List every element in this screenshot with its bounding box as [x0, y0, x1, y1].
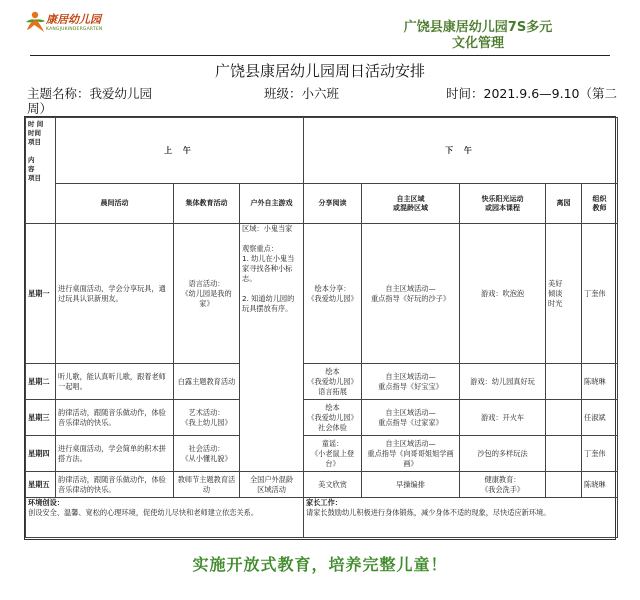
cell-reading: 美文欣赏	[304, 472, 362, 498]
cell-morning: 韵律活动，跟随音乐做动作，体验音乐律动的快乐。	[56, 472, 174, 498]
corner-header: 时 间 时间 项目 内 容 项目	[26, 118, 56, 224]
cell-sport: 沙包的多样玩法	[460, 436, 546, 472]
notes-row	[26, 498, 618, 538]
col-area: 自主区域 或混龄区域	[362, 184, 460, 224]
cell-sport: 游戏：幼儿园真好玩	[460, 364, 546, 400]
cell-leave	[546, 364, 582, 400]
cell-leave: 美好 倾谈 时光	[546, 224, 582, 364]
cell-teacher: 陈晓琳	[582, 364, 618, 400]
table-row	[26, 436, 618, 472]
parent-work-text: 请家长鼓励幼儿积极进行身体锻炼，减少身体不适的现象，尽快适应新环境。	[306, 508, 551, 517]
school-name-line1: 广饶县康居幼儿园7S多元	[403, 20, 553, 35]
cell-teacher: 丁奎伟	[582, 436, 618, 472]
cell-area: 自主区域活动— 重点指导《过家家》	[362, 400, 460, 436]
col-leave: 离园	[546, 184, 582, 224]
day-label: 星期四	[26, 436, 56, 472]
cell-area: 自主区域活动— 重点指导《好玩的沙子》	[362, 224, 460, 364]
pm-header: 下 午	[304, 118, 618, 184]
kangju-logo-icon	[24, 10, 46, 34]
cell-morning: 听儿歌，能认真听儿歌，跟着老师一起唱。	[56, 364, 174, 400]
col-morning: 晨间活动	[56, 184, 174, 224]
cell-group: 教师节主题教育活动	[174, 472, 240, 498]
cell-group: 艺术活动： 《我上幼儿园》	[174, 400, 240, 436]
cell-teacher: 任淑斌	[582, 400, 618, 436]
cell-sport: 游戏：吹泡泡	[460, 224, 546, 364]
logo-subtext: KANGJUKINDERGARTEN	[46, 27, 103, 32]
cell-reading: 童谣： 《小老鼠上登台》	[304, 436, 362, 472]
cell-reading: 绘本 《我爱幼儿园》 社会体验	[304, 400, 362, 436]
page-title: 广饶县康居幼儿园周日活动安排	[214, 62, 425, 80]
slogan: 实施开放式教育，培养完整儿童！	[192, 555, 448, 574]
cell-outdoor: 全国户外混龄 区域活动	[240, 472, 304, 498]
environment-note	[26, 498, 304, 538]
cell-area: 早操编排	[362, 472, 460, 498]
day-label: 星期三	[26, 400, 56, 436]
col-teacher: 组织 教师	[582, 184, 618, 224]
cell-morning: 韵律活动，跟随音乐做动作，体验音乐律动的快乐。	[56, 400, 174, 436]
school-logo	[24, 8, 124, 38]
school-name-line2: 文化管理	[451, 36, 504, 51]
cell-area: 自主区域活动— 重点指导《好宝宝》	[362, 364, 460, 400]
am-header: 上 午	[56, 118, 304, 184]
environment-label: 环境创设：	[28, 498, 64, 507]
col-sport: 快乐阳光运动 或园本课程	[460, 184, 546, 224]
cell-area: 自主区域活动— 重点指导《向哥哥姐姐学画画》	[362, 436, 460, 472]
theme-name: 主题名称：我爱幼儿园	[27, 86, 153, 101]
cell-group: 社会活动： 《从小懂礼貌》	[174, 436, 240, 472]
day-label: 星期五	[26, 472, 56, 498]
table-row	[26, 400, 618, 436]
cell-sport: 游戏：开火车	[460, 400, 546, 436]
cell-reading: 绘本 《我爱幼儿园》 语言拓展	[304, 364, 362, 400]
school-name	[388, 20, 568, 52]
schedule-table	[24, 116, 616, 540]
logo-text: 康居幼儿园	[46, 13, 101, 26]
cell-group: 白露主题教育活动	[174, 364, 240, 400]
col-reading: 分享阅读	[304, 184, 362, 224]
col-outdoor: 户外自主游戏	[240, 184, 304, 224]
cell-teacher: 丁奎伟	[582, 224, 618, 364]
cell-teacher: 陈晓琳	[582, 472, 618, 498]
parent-work-note	[304, 498, 618, 538]
day-label: 星期一	[26, 224, 56, 364]
cell-sport: 健康教育： 《我会洗手》	[460, 472, 546, 498]
cell-leave	[546, 472, 582, 498]
col-group: 集体教育活动	[174, 184, 240, 224]
header-divider	[30, 55, 610, 56]
cell-morning: 进行桌面活动，学会分享玩具，通过玩具认识新朋友。	[56, 224, 174, 364]
parent-work-label: 家长工作：	[306, 498, 342, 507]
week-time: 时间：2021.9.6—9.10（第二	[446, 86, 617, 101]
table-row	[26, 224, 618, 364]
environment-text: 创设安全、温馨、宽松的心理环境，促使幼儿尽快和老师建立依恋关系。	[28, 508, 259, 517]
cell-group: 语言活动： 《幼儿园是我的家》	[174, 224, 240, 364]
table-row	[26, 472, 618, 498]
class-name: 班级：小六班	[264, 86, 340, 101]
cell-morning: 进行桌面活动，学会简单的积木拼搭方法。	[56, 436, 174, 472]
cell-reading: 绘本分享： 《我爱幼儿园》	[304, 224, 362, 364]
day-label: 星期二	[26, 364, 56, 400]
cell-outdoor: 区域：小鬼当家 观察重点： 1. 幼儿在小鬼当家寻找各种小标志。 2. 知道幼儿园的玩具摆放有序。	[240, 224, 304, 472]
cell-leave	[546, 436, 582, 472]
week-time-wrap: 周）	[27, 101, 53, 116]
cell-leave	[546, 400, 582, 436]
table-row	[26, 364, 618, 400]
